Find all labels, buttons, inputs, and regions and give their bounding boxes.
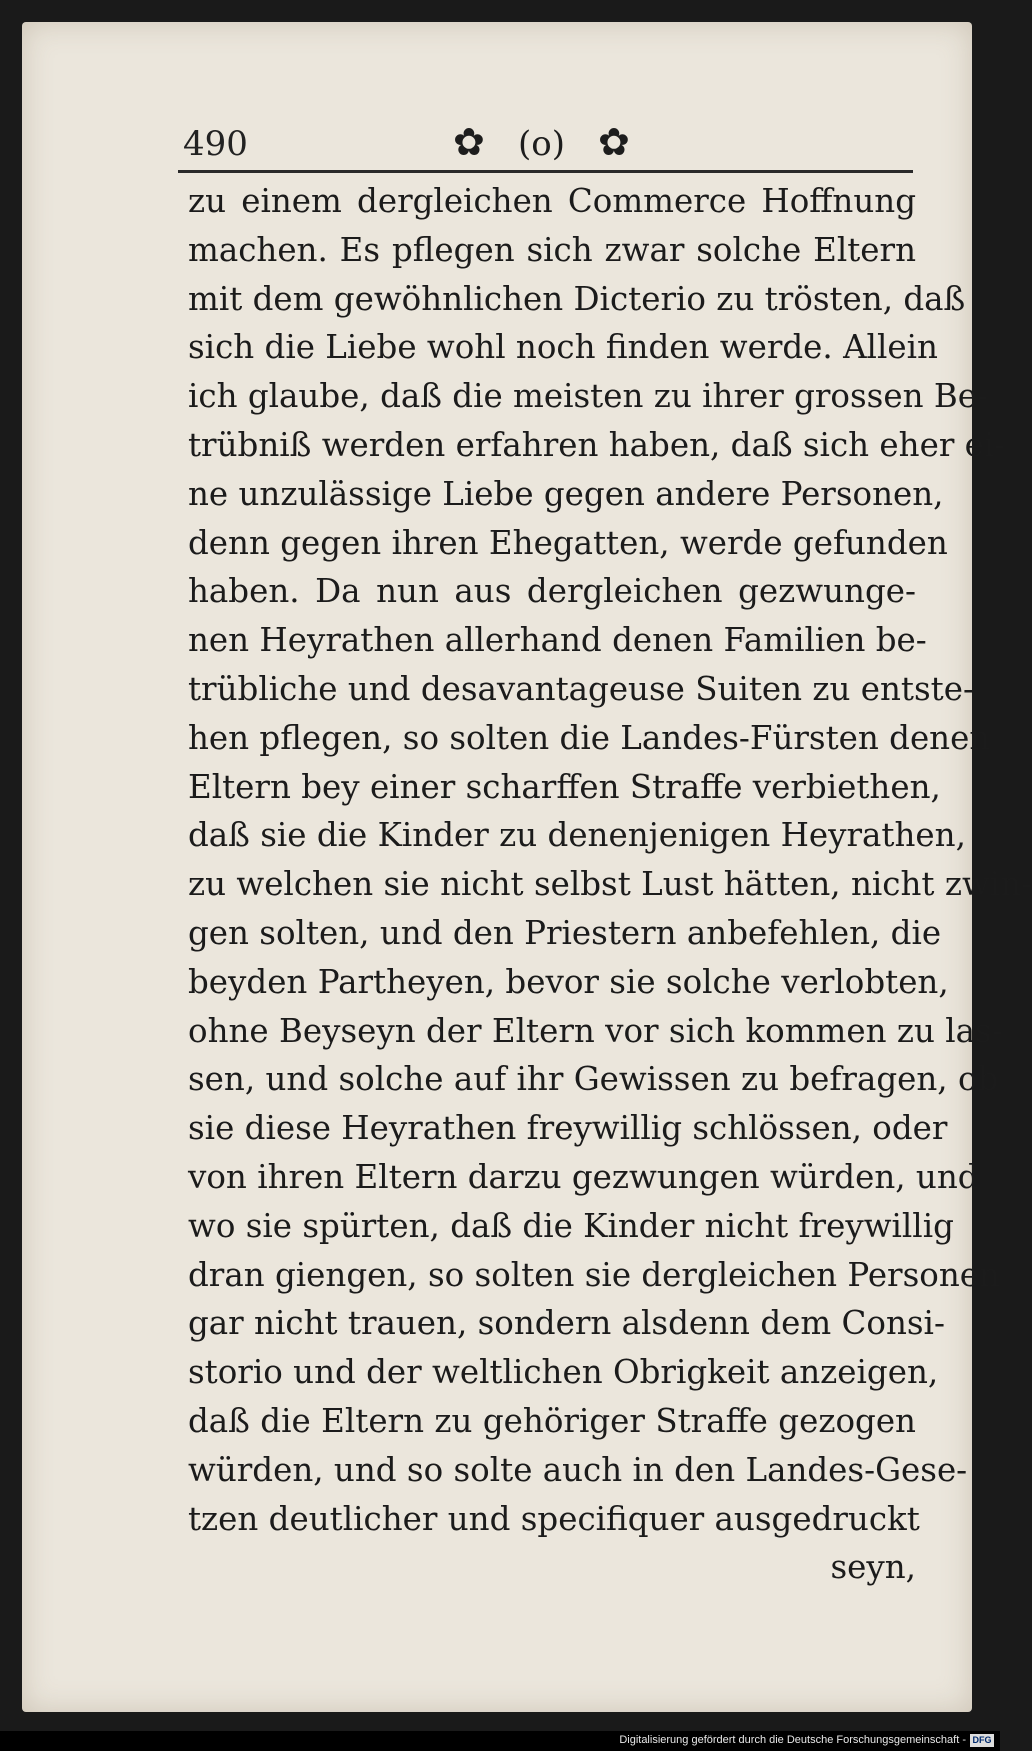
- text-line: von ihren Eltern darzu gezwungen würden, und: [188, 1157, 979, 1196]
- flower-ornament-icon: ✿: [598, 120, 630, 164]
- text-line: ich glaube, daß die meisten zu ihrer grossen Be-: [188, 377, 988, 416]
- text-line: beyden Partheyen, bevor sie solche verlobten,: [188, 962, 949, 1001]
- text-line: storio und der weltlichen Obrigkeit anzeigen,: [188, 1353, 939, 1392]
- text-line: sich die Liebe wohl noch finden werde. Allein: [188, 328, 938, 367]
- footer-credit: Digitalisierung gefördert durch die Deutsche Forschungsgemeinschaft -: [619, 1734, 966, 1746]
- header-mark: (o): [518, 124, 565, 164]
- text-line: ohne Beyseyn der Eltern vor sich kommen zu las-: [188, 1011, 1003, 1050]
- text-line: mit dem gewöhnlichen Dicterio zu trösten, daß: [188, 279, 966, 318]
- text-line: würden, und so solte auch in den Landes-Gese-: [188, 1450, 968, 1489]
- text-line: tzen deutlicher und specifiquer ausgedruckt: [188, 1499, 920, 1538]
- text-line: wo sie spürten, daß die Kinder nicht freywillig: [188, 1206, 954, 1245]
- text-line: trübniß werden erfahren haben, daß sich eher ei-: [188, 425, 1006, 464]
- text-line: gen solten, und den Priestern anbefehlen, die: [188, 913, 942, 952]
- header-rule: [178, 170, 913, 173]
- text-line: machen. Es pflegen sich zwar solche Eltern: [188, 230, 916, 269]
- footer-bar: [0, 1731, 1000, 1751]
- text-line: daß die Eltern zu gehöriger Straffe gezogen: [188, 1401, 916, 1440]
- text-line: dran giengen, so solten sie dergleichen Personen: [188, 1255, 1000, 1294]
- text-line: sie diese Heyrathen freywillig schlössen, oder: [188, 1109, 948, 1148]
- flower-ornament-icon: ✿: [453, 120, 485, 164]
- text-line: zu einem dergleichen Commerce Hoffnung: [188, 182, 916, 220]
- text-line: trübliche und desavantageuse Suiten zu entste-: [188, 669, 974, 708]
- text-line: haben. Da nun aus dergleichen gezwunge-: [188, 572, 916, 611]
- text-line: nen Heyrathen allerhand denen Familien be-: [188, 621, 927, 660]
- text-line: seyn,: [830, 1548, 916, 1587]
- page-number: 490: [183, 124, 248, 164]
- text-line: Eltern bey einer scharffen Straffe verbiethen,: [188, 767, 941, 806]
- text-line: ne unzulässige Liebe gegen andere Personen,: [188, 474, 944, 513]
- body-text: [188, 177, 1032, 1592]
- dfg-logo-icon: DFG: [970, 1734, 994, 1747]
- page-header: [183, 120, 913, 170]
- text-line: denn gegen ihren Ehegatten, werde gefunden: [188, 523, 948, 562]
- text-line: daß sie die Kinder zu denenjenigen Heyrathen,: [188, 816, 966, 855]
- text-line: hen pflegen, so solten die Landes-Fürsten denen: [188, 718, 991, 757]
- text-line: zu welchen sie nicht selbst Lust hätten, nicht zwin-: [188, 865, 1032, 904]
- text-line: gar nicht trauen, sondern alsdenn dem Consi-: [188, 1304, 945, 1343]
- text-line: sen, und solche auf ihr Gewissen zu befragen, ob: [188, 1060, 999, 1099]
